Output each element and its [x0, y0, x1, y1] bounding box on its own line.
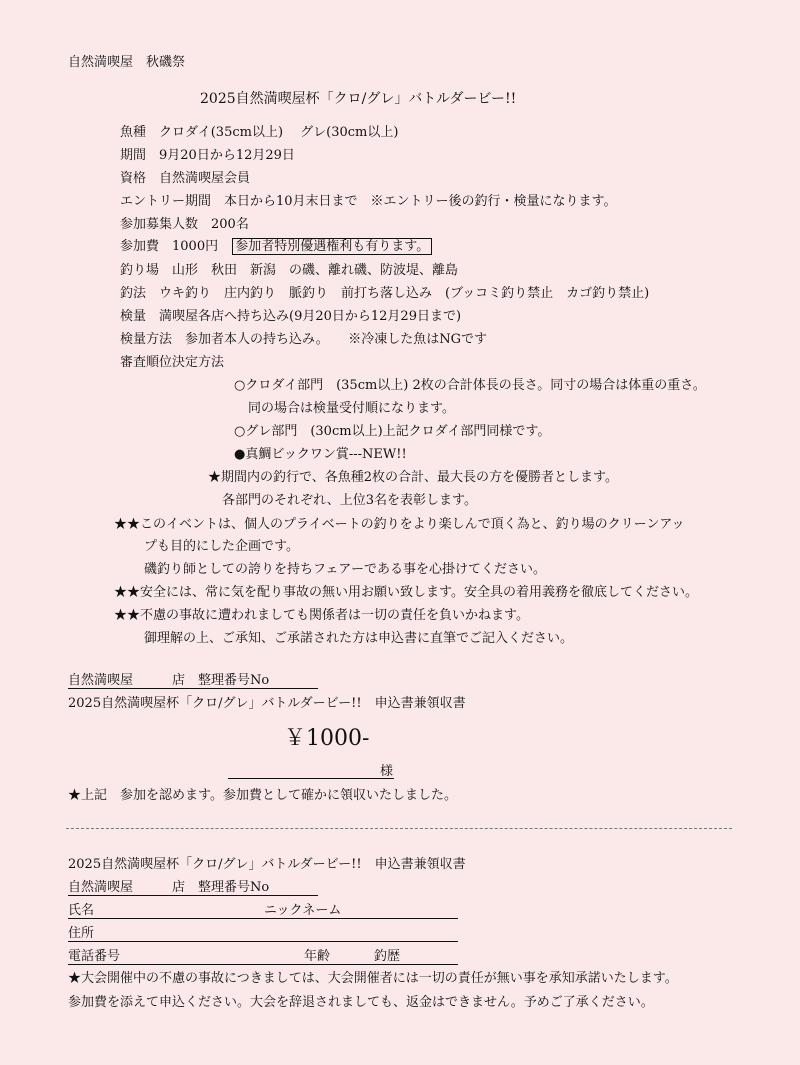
phone-label: 電話番号 [68, 949, 121, 964]
detail-fee [120, 238, 432, 256]
receipt-amount: ￥1000- [284, 726, 370, 751]
address-label: 住所 [68, 926, 95, 941]
detail-eligibility: 資格 自然満喫屋会員 [120, 171, 251, 186]
detail-period: 期間 9月20日から12月29日 [120, 148, 295, 163]
receipt-sama: 様 [380, 764, 394, 779]
receipt-name-underline [228, 778, 394, 779]
note-purpose-cont: プも目的にした企画です。 [144, 539, 299, 554]
application-store-underline [68, 895, 318, 896]
rule-gure: ○グレ部門 (30cm以上)上記クロダイ部門同様です。 [234, 424, 551, 439]
rule-winner: ★期間内の釣行で、各魚種2枚の合計、最大長の方を優勝者とします。 [208, 470, 618, 485]
address-field-line[interactable] [68, 941, 458, 942]
disclaimer-line-2: 参加費を添えて申込ください。大会を辞退されましても、返金はできません。予めご了承ください。 [68, 995, 654, 1010]
cut-line-divider [66, 828, 732, 829]
note-liability: ★★不慮の事故に遭われましても関係者は一切の責任を負いかねます。 [114, 608, 529, 623]
receipt-title: 2025自然満喫屋杯「クロ/グレ」バトルダービー!! 申込書兼領収書 [68, 696, 466, 711]
rule-awards: 各部門のそれぞれ、上位3名を表彰します。 [222, 493, 478, 508]
detail-fish: 魚種 クロダイ(35cm以上) グレ(30cm以上) [120, 125, 399, 140]
name-label: 氏名 [68, 903, 95, 918]
detail-methods: 釣法 ウキ釣り 庄内釣り 脈釣り 前打ち落し込み (ブッコミ釣り禁止 カゴ釣り禁止) [120, 286, 650, 301]
application-title: 2025自然満喫屋杯「クロ/グレ」バトルダービー!! 申込書兼領収書 [68, 857, 466, 872]
detail-spots: 釣り場 山形 秋田 新潟 の磯、離れ磯、防波堤、離島 [120, 263, 459, 278]
age-label: 年齢 [304, 949, 331, 964]
detail-entry-period: エントリー期間 本日から10月末日まで ※エントリー後の釣行・検量になります。 [120, 194, 617, 209]
note-purpose: ★★このイベントは、個人のプライベートの釣りをより楽しんで頂く為と、釣り場のクリーンアッ [114, 517, 685, 532]
note-safety: ★★安全には、常に気を配り事故の無い用お願い致します。安全具の着用義務を徹底してください。 [114, 585, 698, 600]
note-fairplay: 磯釣り師としての誇りを持ちフェアーである事を心掛けてください。 [144, 562, 546, 577]
detail-capacity: 参加募集人数 200名 [120, 217, 249, 232]
detail-weighing-method: 検量方法 参加者本人の持ち込み。 ※冷凍した魚はNGです [120, 332, 488, 347]
detail-weighing: 検量 満喫屋各店へ持ち込み(9月20日から12月29日まで) [120, 309, 462, 324]
nickname-label: ニックネーム [264, 903, 342, 918]
history-label: 釣歴 [374, 949, 401, 964]
phone-field-line[interactable] [68, 964, 458, 965]
name-field-line[interactable] [68, 918, 458, 919]
receipt-store-underline [68, 688, 318, 689]
receipt-confirmation: ★上記 参加を認めます。参加費として確かに領収いたしました。 [68, 788, 457, 803]
event-title: 2025自然満喫屋杯「クロ/グレ」バトルダービー!! [200, 91, 517, 107]
application-store-line: 自然満喫屋 店 整理番号No [68, 880, 270, 895]
rule-kurodai: ○クロダイ部門 (35cm以上) 2枚の合計体長の長さ。同寸の場合は体重の重さ。 [234, 378, 706, 393]
fee-text: 参加費 1000円 [120, 239, 219, 254]
rule-madai: ●真鯛ビックワン賞---NEW!! [234, 447, 407, 462]
detail-ranking-method: 審査順位決定方法 [120, 355, 225, 370]
disclaimer-line-1: ★大会開催中の不慮の事故につきましては、大会開催者には一切の責任が無い事を承知承諾いたします。 [68, 971, 678, 986]
org-header: 自然満喫屋 秋磯祭 [68, 55, 186, 70]
note-consent: 御理解の上、ご承知、ご承諾された方は申込書に直筆でご記入ください。 [144, 631, 574, 646]
fee-special-note: 参加者特別優遇権利も有ります。 [232, 238, 432, 255]
receipt-store-line: 自然満喫屋 店 整理番号No [68, 673, 270, 688]
rule-kurodai-tie: 同の場合は検量受付順になります。 [248, 401, 455, 416]
